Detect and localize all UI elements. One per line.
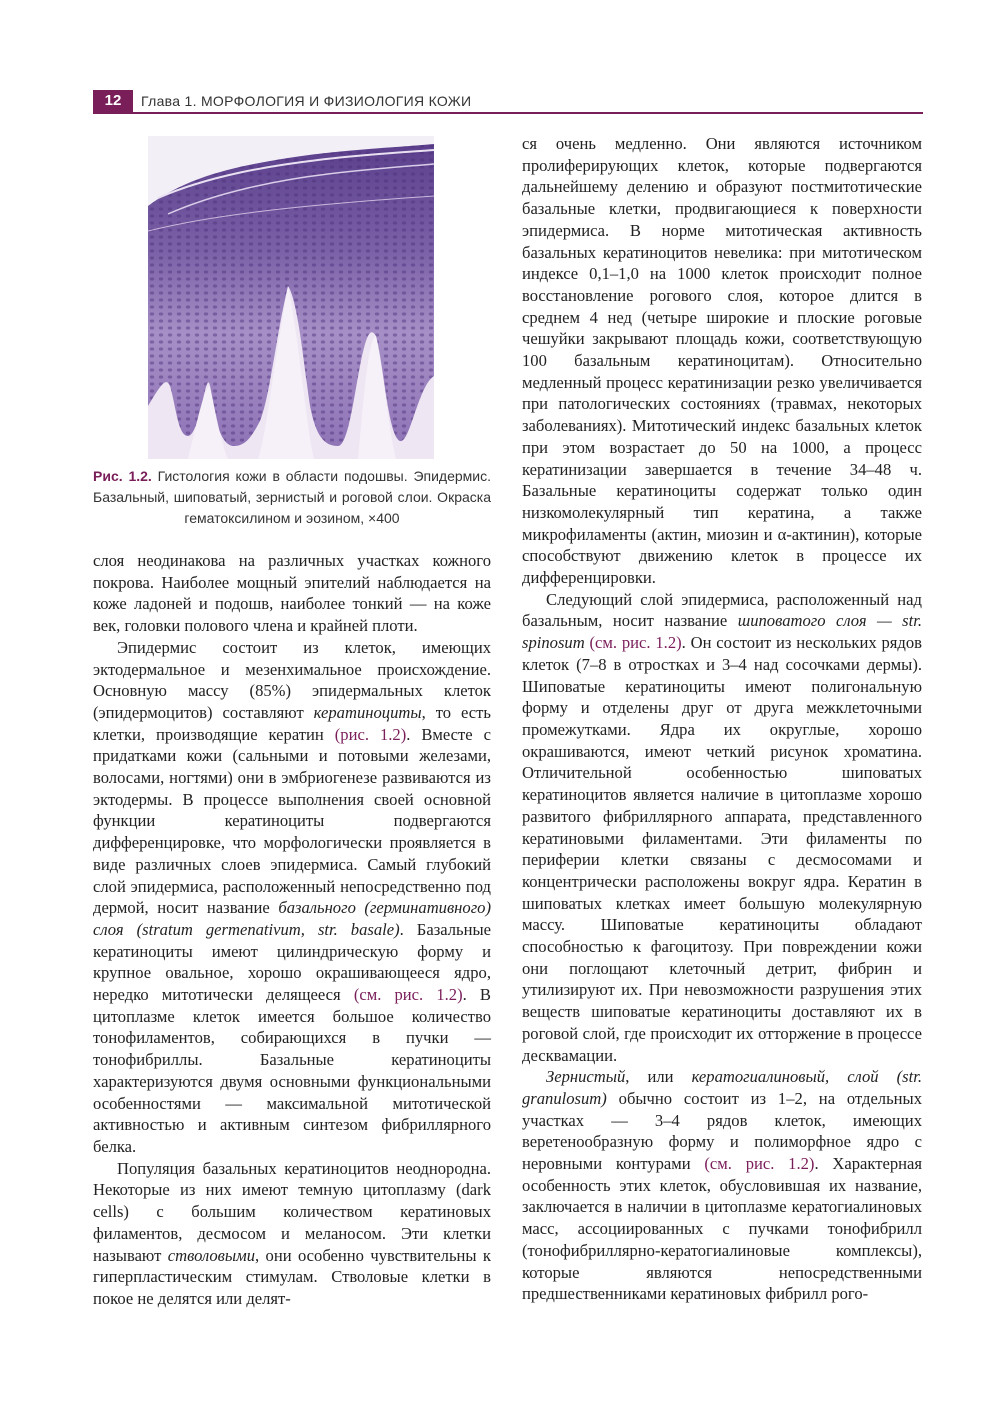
text-run: Эпидермис состоит из клеток, имеющих эктодермальное и мезенхимальное происхождение. Основную массу (85%) эпидермальных клеток (эпидермоцитов) составляют: [93, 637, 491, 722]
header-rule: [93, 112, 923, 114]
figure-ref-link[interactable]: (рис. 1.2): [334, 724, 407, 744]
paragraph: слоя неодинакова на различных участках кожного покрова. Наиболее мощный эпителий наблюдается на коже ладоней и подошв, наиболее тонкий — на коже век, головки полового члена и крайней плоти.: [93, 551, 491, 636]
term-granular: Зернистый: [546, 1067, 626, 1087]
left-column: [93, 550, 491, 1310]
histology-figure: [148, 136, 434, 459]
histology-micrograph: [148, 136, 434, 459]
paragraph: [93, 1158, 491, 1310]
text-run: обычно состоит из 1–2, на отдельных участках — 3–4 рядов клеток, имеющих веретенообразную форму и полиморфное ядро с неровными контурами: [522, 1088, 922, 1174]
text-run: Популяция базальных кератиноцитов неоднородна. Некоторые из них имеют темную цитоплазму (dark cells) с большим количеством кератиновых филаментов, десмосом и меланосом. Эти клетки называют: [93, 1158, 491, 1265]
page-number: 12: [93, 90, 133, 112]
text-run: . Он состоит из нескольких рядов клеток (7–8 в отростках и 3–4 над сосочками дермы). Шиповатые кератиноциты имеют полигональную форму и отделены друг от друга межклеточными промежутками. Ядра их округлые, хорошо окрашиваются, имеют четкий рисунок хроматина. Отличительной особенностью шиповатых кератиноцитов является наличие в цитоплазме хорошо развитого фибриллярного аппарата, представленного кератиновыми филаментами. Эти филаменты по периферии клетки связаны с десмосомами и концентрически расположены вокруг ядра. Кератин в шиповатых клетках имеет большую молекулярную массу. Шиповатые кератиноциты обладают способностью к фагоцитозу. При повреждении кожи они поглощают клеточный детрит, фибрин и утилизируют их. При невозможности разрушения этих веществ шиповатые кератиноциты доставляют их в роговой слой, где происходит их отторжение в процессе десквамации.: [522, 633, 922, 1065]
text-run: . Базальные кератиноциты имеют цилиндрическую форму и крупное овальное, хорошо окрашивающееся ядро, нередко митотически делящееся: [93, 919, 492, 1005]
paragraph: ся очень медленно. Они являются источником пролиферирующих клеток, которые подвергаются дальнейшему делению и образуют постмитотические базальные клетки, продвигающиеся к поверхности эпидермиса. В норме митотическая активность базальных кератиноцитов невелика: при митотическом индексе 0,1–1,0 на 1000 клеток происходит полное восстановление рогового слоя, которое длится в среднем 4 нед (четыре широкие и плоские роговые чешуйки закрывают площадь кожи, соответствующую 100 базальным кератиноцитам). Относительно медленный процесс кератинизации резко увеличивается при патологических состояниях (травмах, некоторых заболеваниях). Митотический индекс базальных клеток при этом возрастает до 50 на 1000, а процесс кератинизации завершается в течение 34–48 ч. Базальные кератиноциты содержат только один низкомолекулярный тип кератина, а также микрофиламенты (актин, миозин и α-актинин), которые способствуют движению клеток в процессе их дифференцировки.: [522, 134, 922, 588]
text-run: , они особенно чувствительны к гиперпластическим стимулам. Стволовые клетки в покое не делятся или делят-: [93, 1245, 491, 1308]
paragraph: [93, 637, 491, 1158]
term-spinous-layer: шиповатого слоя — str. spinosum: [522, 611, 923, 653]
text-run: . Характерная особенность этих клеток, обусловившая их название, заключается в наличии в цитоплазме кератогиалиновых масс, ассоциированных с пучками тонофибрилл (тонофибриллярно-кератогиалиновые комплексы), которые являются непосредственными предшественниками кератиновых фибрилл рого-: [522, 1154, 922, 1304]
paragraph: [522, 1066, 922, 1305]
figure-label: Рис. 1.2.: [93, 468, 152, 484]
figure-ref-link[interactable]: (см. рис. 1.2): [704, 1154, 815, 1174]
right-column: [522, 133, 922, 1305]
figure-ref-link[interactable]: (см. рис. 1.2): [353, 985, 463, 1005]
figure-ref-link[interactable]: (см. рис. 1.2): [584, 633, 682, 653]
text-run: Следующий слой эпидермиса, расположенный над базальным, носит название: [522, 589, 922, 631]
running-header: [93, 90, 923, 114]
term-granular-layer: кератогиалиновый, слой (str. granulosum): [522, 1067, 922, 1108]
text-run: , то есть клетки, производящие кератин: [93, 702, 491, 744]
paragraph: [522, 589, 922, 1066]
text-run: , или: [625, 1067, 692, 1087]
term-basal-layer: базального (герминативного) слоя (stratum germenativum, str. basale): [93, 898, 491, 939]
term-stem-cells: стволовыми: [167, 1245, 256, 1265]
term-keratinocytes: кератиноциты: [313, 702, 422, 722]
figure-caption-text: Гистология кожи в области подошвы. Эпидермис. Базальный, шиповатый, зернистый и роговой слои. Окраска гематоксилином и эозином, ×400: [93, 468, 491, 526]
figure-caption: [93, 466, 491, 529]
text-run: . Вместе с придатками кожи (сальными и потовыми железами, волосами, ногтями) они в эмбриогенезе развиваются из эктодермы. В процессе выполнения своей основной функции кератиноциты подвергаются дифференцировке, что морфологически проявляется в виде различных слоев эпидермиса. Самый глубокий слой эпидермиса, расположенный непосредственно под дермой, носит название: [93, 724, 491, 918]
chapter-title: Глава 1. МОРФОЛОГИЯ И ФИЗИОЛОГИЯ КОЖИ: [141, 93, 472, 109]
text-run: . В цитоплазме клеток имеется большое количество тонофиламентов, собирающихся в пучки — тонофибриллы. Базальные кератиноциты характеризуются двумя основными функциональными особенностями — максимальной митотической активностью и активным синтезом фибриллярного белка.: [93, 985, 491, 1156]
